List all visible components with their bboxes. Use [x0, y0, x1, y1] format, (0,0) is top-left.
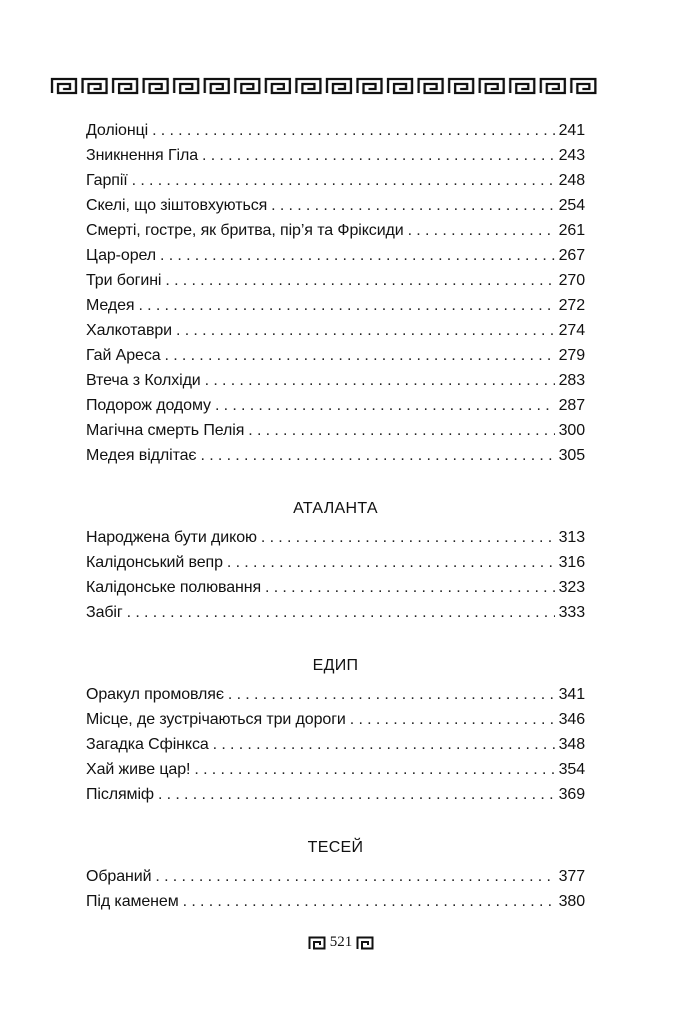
entry-page-number: 279 [558, 347, 585, 364]
dot-leader [261, 525, 555, 550]
entry-page-number: 254 [558, 197, 585, 214]
dot-leader [205, 368, 555, 393]
entry-title: Калiдонський вепр [86, 554, 223, 571]
toc-entry [86, 243, 585, 268]
entry-title: Долiонцi [86, 122, 149, 139]
dot-leader [213, 732, 555, 757]
dot-leader [183, 889, 555, 914]
toc-section [86, 835, 585, 914]
page-number: 521 [329, 934, 353, 950]
entry-page-number: 313 [558, 529, 585, 546]
toc-entry [86, 757, 585, 782]
entry-page-number: 274 [558, 322, 585, 339]
meander-icon [356, 936, 374, 950]
toc-entry [86, 418, 585, 443]
entry-title: Цар-орел [86, 247, 157, 264]
entry-title: Обраний [86, 868, 152, 885]
toc-entry [86, 782, 585, 807]
entry-page-number: 316 [558, 554, 585, 571]
toc-entry [86, 318, 585, 343]
toc-entry [86, 293, 585, 318]
toc-entry [86, 707, 585, 732]
dot-leader [248, 418, 554, 443]
entry-page-number: 380 [558, 893, 585, 910]
entry-title: Три богинi [86, 272, 162, 289]
toc-entry [86, 168, 585, 193]
dot-leader [271, 193, 554, 218]
dot-leader [194, 757, 554, 782]
dot-leader [228, 682, 555, 707]
entry-title: Оракул промовляє [86, 686, 224, 703]
toc-entry [86, 525, 585, 550]
entry-title: Медея вiдлiтає [86, 447, 197, 464]
toc-entry [86, 268, 585, 293]
entry-title: Загадка Сфiнкса [86, 736, 209, 753]
entry-page-number: 305 [558, 447, 585, 464]
entry-title: Подорож додому [86, 397, 211, 414]
toc-entry [86, 443, 585, 468]
toc-entry [86, 218, 585, 243]
entry-page-number: 369 [558, 786, 585, 803]
dot-leader [155, 864, 554, 889]
entry-page-number: 270 [558, 272, 585, 289]
dot-leader [165, 268, 554, 293]
dot-leader [132, 168, 555, 193]
toc-entry [86, 575, 585, 600]
entry-page-number: 341 [558, 686, 585, 703]
entry-title: Скелi, що зiштовхуються [86, 197, 268, 214]
dot-leader [158, 782, 555, 807]
toc-entry [86, 368, 585, 393]
toc-entry [86, 864, 585, 889]
entry-page-number: 272 [558, 297, 585, 314]
dot-leader [160, 243, 555, 268]
dot-leader [350, 707, 555, 732]
toc-entry [86, 682, 585, 707]
table-of-contents [86, 118, 585, 914]
entry-title: Зникнення Гiла [86, 147, 199, 164]
toc-section [86, 118, 585, 468]
meander-icon [308, 936, 326, 950]
toc-entry [86, 118, 585, 143]
dot-leader [408, 218, 555, 243]
entry-title: Халкотаври [86, 322, 173, 339]
entry-title: Магiчна смерть Пелiя [86, 422, 245, 439]
dot-leader [227, 550, 555, 575]
entry-page-number: 346 [558, 711, 585, 728]
toc-entry [86, 732, 585, 757]
page-footer [0, 934, 682, 951]
entry-title: Калiдонське полювання [86, 579, 262, 596]
entry-title: Пiслямiф [86, 786, 154, 803]
dot-leader [215, 393, 555, 418]
dot-leader [152, 118, 554, 143]
toc-section [86, 496, 585, 625]
entry-page-number: 241 [558, 122, 585, 139]
toc-entry [86, 393, 585, 418]
entry-title: Пiд каменем [86, 893, 179, 910]
dot-leader [265, 575, 555, 600]
entry-page-number: 354 [558, 761, 585, 778]
entry-title: Смертi, гостре, як бритва, пiр’я та Фрiксиди [86, 222, 404, 239]
entry-page-number: 377 [558, 868, 585, 885]
dot-leader [201, 443, 555, 468]
entry-page-number: 348 [558, 736, 585, 753]
entry-page-number: 267 [558, 247, 585, 264]
entry-title: Гарпiї [86, 172, 128, 189]
entry-title: Гай Ареса [86, 347, 161, 364]
section-heading: ТЕСЕЙ [307, 839, 364, 856]
entry-page-number: 300 [558, 422, 585, 439]
section-heading: ЕДИП [312, 657, 359, 674]
entry-title: Мiсце, де зустрiчаються три дороги [86, 711, 346, 728]
toc-entry [86, 550, 585, 575]
dot-leader [202, 143, 555, 168]
toc-entry [86, 889, 585, 914]
entry-title: Народжена бути дикою [86, 529, 257, 546]
dot-leader [165, 343, 555, 368]
dot-leader [138, 293, 554, 318]
toc-entry [86, 600, 585, 625]
section-heading: АТАЛАНТА [293, 500, 378, 517]
entry-title: Хай живе цар! [86, 761, 191, 778]
entry-page-number: 333 [558, 604, 585, 621]
entry-page-number: 287 [558, 397, 585, 414]
dot-leader [176, 318, 555, 343]
entry-page-number: 248 [558, 172, 585, 189]
toc-entry [86, 143, 585, 168]
entry-page-number: 323 [558, 579, 585, 596]
entry-title: Забiг [86, 604, 123, 621]
entry-title: Медея [86, 297, 135, 314]
toc-section [86, 653, 585, 807]
entry-page-number: 261 [558, 222, 585, 239]
dot-leader [127, 600, 555, 625]
entry-title: Втеча з Колхiди [86, 372, 201, 389]
entry-page-number: 283 [558, 372, 585, 389]
toc-entry [86, 343, 585, 368]
entry-page-number: 243 [558, 147, 585, 164]
toc-entry [86, 193, 585, 218]
greek-key-border [50, 76, 600, 96]
